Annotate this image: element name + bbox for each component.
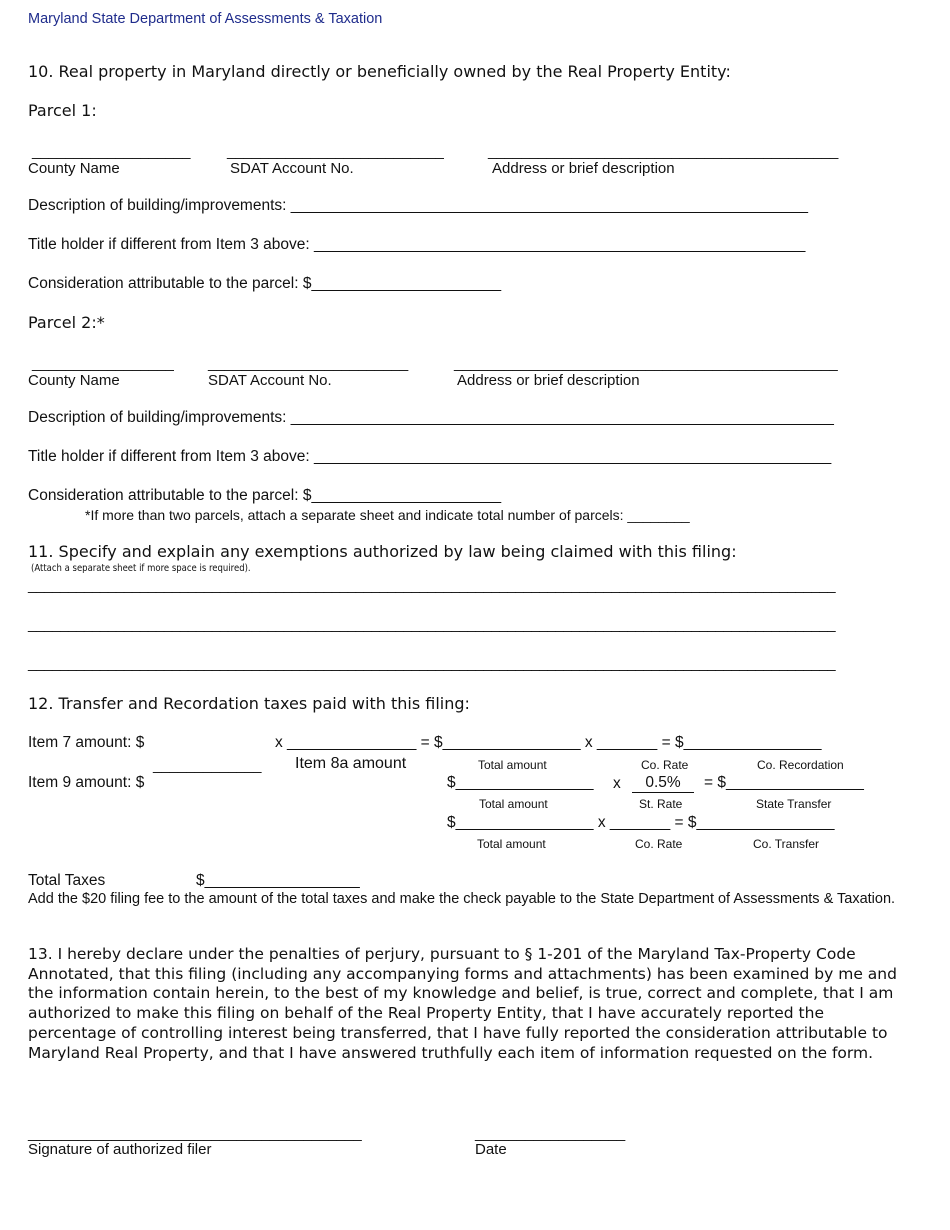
date-label: Date bbox=[475, 1141, 507, 1158]
item-9-amount-field[interactable]: _____________ bbox=[153, 757, 262, 774]
parcel-2-label: Parcel 2:* bbox=[28, 313, 105, 332]
parcel-count-footnote: *If more than two parcels, attach a separate sheet and indicate total number of parcels: ________ bbox=[85, 507, 690, 523]
parcel-1-account-field[interactable]: __________________________ bbox=[227, 143, 444, 160]
state-rate-value: 0.5% bbox=[632, 774, 694, 793]
state-transfer-total-caption: Total amount bbox=[479, 797, 548, 811]
total-taxes-label: Total Taxes bbox=[28, 872, 106, 889]
exemption-line-1[interactable]: _____________________________________________________________________________________________________ bbox=[28, 577, 836, 594]
parcel-2-title-holder-field[interactable]: Title holder if different from Item 3 above: ____________________________________________________________ bbox=[28, 448, 832, 465]
county-transfer-result-caption: Co. Transfer bbox=[753, 837, 820, 851]
section-12-heading: 12. Transfer and Recordation taxes paid with this filing: bbox=[28, 694, 470, 713]
parcel-2-account-field[interactable]: ________________________ bbox=[208, 355, 409, 372]
parcel-1-county-field[interactable]: ___________________ bbox=[32, 143, 191, 160]
date-field[interactable]: __________________ bbox=[475, 1125, 626, 1142]
parcel-2-account-label: SDAT Account No. bbox=[208, 372, 332, 389]
perjury-declaration: 13. I hereby declare under the penalties of perjury, pursuant to § 1-201 of the Maryland Tax-Property Code Annotated, that this filing (including any accompanying forms and attachments) has been examined by me and the information contain herein, to the best of my knowledge and belief, is true, correct and complete, that I am authorized to make this filing on behalf of the Real Property Entity, that I have accurately reported the percentage of controlling interest being transferred, that I have fully reported the consideration attributable to Maryland Real Property, and that I have answered truthfully each item of information requested on the form. bbox=[28, 945, 897, 1062]
item-7-amount-label: Item 7 amount: $ bbox=[28, 734, 145, 751]
parcel-2-county-label: County Name bbox=[28, 372, 120, 389]
item-8a-amount-label: Item 8a amount bbox=[295, 755, 407, 772]
agency-header: Maryland State Department of Assessments & Taxation bbox=[28, 11, 383, 27]
item-9-amount-label: Item 9 amount: $ bbox=[28, 774, 145, 791]
section-10-heading: 10. Real property in Maryland directly or beneficially owned by the Real Property Entity: bbox=[28, 62, 731, 81]
parcel-1-title-holder-field[interactable]: Title holder if different from Item 3 above: _________________________________________________________ bbox=[28, 236, 806, 253]
parcel-1-address-field[interactable]: __________________________________________ bbox=[488, 143, 839, 160]
state-rate-caption: St. Rate bbox=[639, 797, 683, 811]
parcel-1-label: Parcel 1: bbox=[28, 101, 97, 120]
parcel-2-address-field[interactable]: ______________________________________________ bbox=[454, 355, 838, 372]
parcel-1-description-field[interactable]: Description of building/improvements: ____________________________________________________________ bbox=[28, 197, 808, 214]
signature-field[interactable]: ________________________________________ bbox=[28, 1125, 362, 1142]
county-transfer-rate-caption: Co. Rate bbox=[635, 837, 683, 851]
section-11-heading: 11. Specify and explain any exemptions authorized by law being claimed with this filing: bbox=[28, 542, 737, 561]
state-transfer-result-field[interactable]: = $________________ bbox=[704, 774, 864, 791]
parcel-2-county-field[interactable]: _________________ bbox=[32, 355, 174, 372]
state-transfer-total-field[interactable]: $________________ bbox=[447, 774, 594, 791]
recordation-rate-caption: Co. Rate bbox=[641, 758, 689, 772]
recordation-result-caption: Co. Recordation bbox=[757, 758, 844, 772]
parcel-1-consideration-field[interactable]: Consideration attributable to the parcel: $______________________ bbox=[28, 275, 502, 292]
parcel-1-account-label: SDAT Account No. bbox=[230, 160, 354, 177]
recordation-calc-row[interactable]: x _______________ = $________________ x _______ = $________________ bbox=[275, 734, 822, 751]
parcel-2-description-field[interactable]: Description of building/improvements: _______________________________________________________________ bbox=[28, 409, 834, 426]
parcel-1-address-label: Address or brief description bbox=[492, 160, 675, 177]
total-taxes-field[interactable]: $__________________ bbox=[196, 872, 360, 889]
parcel-1-county-label: County Name bbox=[28, 160, 120, 177]
county-transfer-calc-row[interactable]: $________________ x _______ = $________________ bbox=[447, 814, 835, 831]
county-transfer-total-caption: Total amount bbox=[477, 837, 546, 851]
exemption-line-2[interactable]: _____________________________________________________________________________________________________ bbox=[28, 616, 836, 633]
state-transfer-multiply-sign: x bbox=[613, 775, 621, 792]
filing-fee-note: Add the $20 filing fee to the amount of the total taxes and make the check payable to the State Department of Assessments & Taxation. bbox=[28, 891, 896, 907]
parcel-2-address-label: Address or brief description bbox=[457, 372, 640, 389]
signature-label: Signature of authorized filer bbox=[28, 1141, 212, 1158]
exemption-line-3[interactable]: _____________________________________________________________________________________________________ bbox=[28, 655, 836, 672]
parcel-2-consideration-field[interactable]: Consideration attributable to the parcel: $______________________ bbox=[28, 487, 502, 504]
state-transfer-result-caption: State Transfer bbox=[756, 797, 832, 811]
section-11-note: (Attach a separate sheet if more space is required). bbox=[31, 563, 251, 574]
recordation-total-caption: Total amount bbox=[478, 758, 547, 772]
